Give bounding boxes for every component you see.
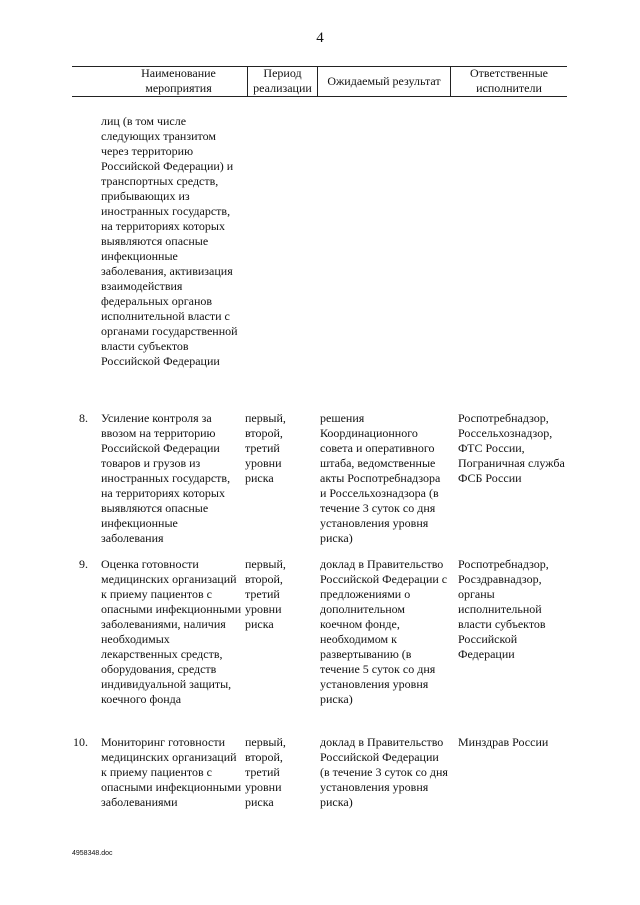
row-result: доклад в Правительство Российской Федерации (в течение 3 суток со дня установления уровня риска) (320, 735, 448, 809)
row-period: первый, второй, третий уровни риска (245, 557, 286, 631)
row-executors: Роспотребнадзор, Россельхознадзор, ФТС России, Пограничная служба ФСБ России (458, 411, 565, 485)
row-number: 9. (79, 557, 88, 571)
header-name: Наименование мероприятия (141, 66, 216, 95)
header-bottom-rule (72, 96, 567, 97)
continuation-text: лиц (в том числе следующих транзитом через территорию Российской Федерации) и транспортных средств, прибывающих из иностранных государств, на территориях которых выявляются опасные инфекционные заболевания, активизация взаимодействия федеральных органов исполнительной власти с органами государственной власти субъектов Российской Федерации (101, 114, 238, 368)
row-result: доклад в Правительство Российской Федерации с предложениями о дополнительном коечном фонде, необходимом к развертыванию (в течение 5 суток со дня установления уровня риска) (320, 557, 448, 706)
row-number: 10. (73, 735, 88, 749)
row-executors: Роспотребнадзор, Росздравнадзор, органы исполнительной власти субъектов Российской Федерации (458, 557, 549, 661)
header-period: Период реализации (253, 66, 312, 95)
header-result: Ожидаемый результат (327, 73, 441, 88)
row-name: Оценка готовности медицинских организаций к приему пациентов с опасными инфекционными заболеваниями, наличия необходимых лекарственных средств, оборудования, средств индивидуальной защиты, коечного фонда (101, 557, 242, 706)
row-name: Усиление контроля за ввозом на территорию Российской Федерации товаров и грузов из иностранных государств, на территориях которых выявляются опасные инфекционные заболевания (101, 411, 231, 545)
row-result: решения Координационного совета и оперативного штаба, ведомственные акты Роспотребнадзора и Россельхознадзора (в течение 3 суток со дня установления уровня риска) (320, 411, 441, 545)
row-number: 8. (79, 411, 88, 425)
page-number: 4 (316, 30, 324, 46)
header-executors: Ответственные исполнители (470, 66, 548, 95)
row-period: первый, второй, третий уровни риска (245, 411, 286, 485)
row-executors: Минздрав России (458, 735, 549, 749)
row-period: первый, второй, третий уровни риска (245, 735, 286, 809)
row-name: Мониторинг готовности медицинских организаций к приему пациентов с опасными инфекционными заболеваниями (101, 735, 242, 809)
footer-filename: 4958348.doc (72, 850, 113, 857)
